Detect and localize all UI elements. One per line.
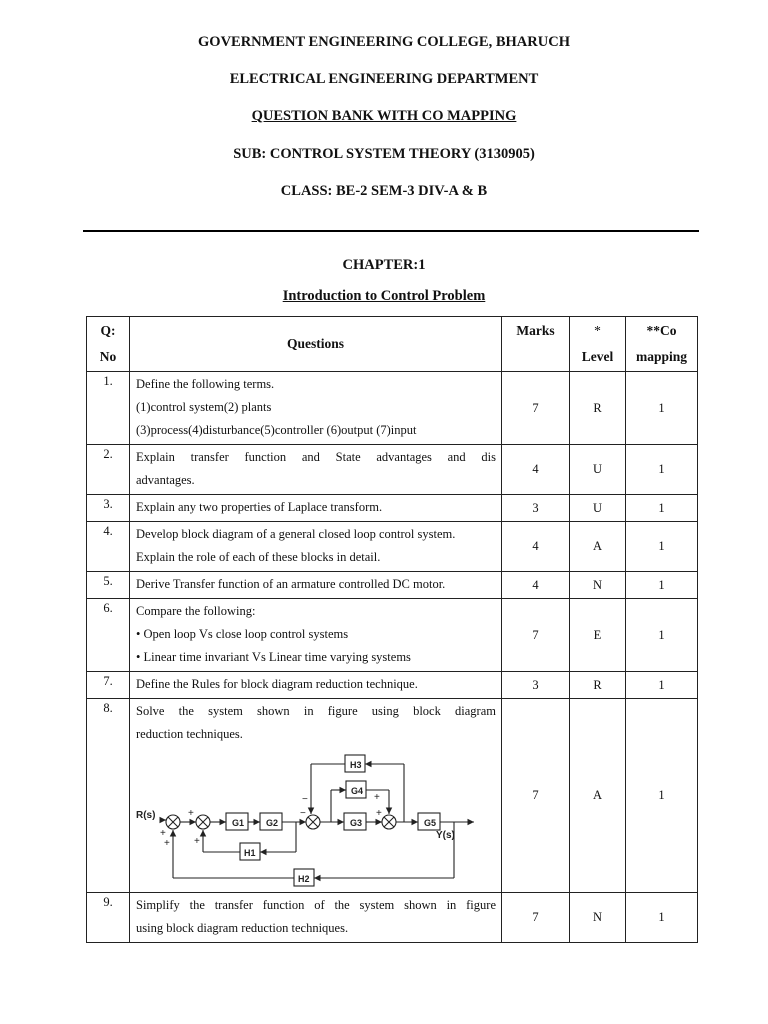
table-row <box>87 572 698 599</box>
question-level: U <box>570 445 626 495</box>
question-number: 4. <box>87 522 130 572</box>
question-level: A <box>570 699 626 893</box>
table-row <box>87 699 698 893</box>
question-co: 1 <box>626 445 698 495</box>
question-text: Derive Transfer function of an armature controlled DC motor. <box>130 572 502 599</box>
question-co: 1 <box>626 372 698 445</box>
svg-text:−: − <box>302 794 308 805</box>
question-marks: 4 <box>502 572 570 599</box>
subject-line: SUB: CONTROL SYSTEM THEORY (3130905) <box>233 146 535 162</box>
svg-text:G5: G5 <box>424 818 437 828</box>
question-text: Compare the following: • Open loop Vs close loop control systems • Linear time invariant Vs Linear time varying systems <box>130 599 502 672</box>
question-marks: 7 <box>502 893 570 943</box>
svg-text:+: + <box>194 836 200 847</box>
question-text: Explain any two properties of Laplace transform. <box>130 495 502 522</box>
question-number: 9. <box>87 893 130 943</box>
table-row <box>87 495 698 522</box>
header-marks: Marks <box>502 317 570 372</box>
question-co: 1 <box>626 522 698 572</box>
question-number: 8. <box>87 699 130 893</box>
class-line: CLASS: BE-2 SEM-3 DIV-A & B <box>280 183 488 199</box>
question-level: U <box>570 495 626 522</box>
question-marks: 7 <box>502 599 570 672</box>
svg-text:−: − <box>300 808 306 819</box>
document-title: QUESTION BANK WITH CO MAPPING <box>251 108 517 124</box>
question-text: Simplify the transfer function of the system shown in figure using block diagram reduction techniques. <box>130 893 502 943</box>
question-co: 1 <box>626 495 698 522</box>
header-level: * Level <box>570 317 626 372</box>
table-row <box>87 599 698 672</box>
chapter-number: CHAPTER:1 <box>342 257 426 273</box>
question-marks: 7 <box>502 699 570 893</box>
question-marks: 3 <box>502 672 570 699</box>
question-co: 1 <box>626 672 698 699</box>
question-text: Define the following terms. (1)control system(2) plants (3)process(4)disturbance(5)controller (6)output (7)input <box>130 372 502 445</box>
svg-text:G2: G2 <box>266 818 279 828</box>
svg-text:H2: H2 <box>298 874 310 884</box>
output-label: Y(s) <box>436 830 455 841</box>
question-level: R <box>570 372 626 445</box>
department-name: ELECTRICAL ENGINEERING DEPARTMENT <box>229 71 539 87</box>
college-name: GOVERNMENT ENGINEERING COLLEGE, BHARUCH <box>198 34 570 50</box>
table-row <box>87 522 698 572</box>
svg-text:+: + <box>188 808 194 819</box>
question-level: R <box>570 672 626 699</box>
question-level: N <box>570 572 626 599</box>
table-row <box>87 445 698 495</box>
header-questions: Questions <box>130 317 502 372</box>
question-marks: 3 <box>502 495 570 522</box>
question-number: 3. <box>87 495 130 522</box>
question-co: 1 <box>626 572 698 599</box>
svg-text:G4: G4 <box>351 786 364 796</box>
question-level: E <box>570 599 626 672</box>
question-table <box>86 316 698 943</box>
question-number: 6. <box>87 599 130 672</box>
svg-text:H1: H1 <box>244 848 256 858</box>
svg-text:+: + <box>376 808 382 819</box>
table-row <box>87 672 698 699</box>
question-level: A <box>570 522 626 572</box>
header-divider <box>83 230 699 232</box>
question-number: 2. <box>87 445 130 495</box>
question-co: 1 <box>626 699 698 893</box>
svg-text:+: + <box>374 792 380 803</box>
chapter-title: Introduction to Control Problem <box>282 288 486 304</box>
question-number: 7. <box>87 672 130 699</box>
question-marks: 7 <box>502 372 570 445</box>
table-header-row <box>87 317 698 372</box>
question-number: 1. <box>87 372 130 445</box>
header-co-mapping: **Co mapping <box>626 317 698 372</box>
question-marks: 4 <box>502 445 570 495</box>
question-text: Define the Rules for block diagram reduction technique. <box>130 672 502 699</box>
table-row <box>87 893 698 943</box>
block-diagram <box>136 750 481 890</box>
question-level: N <box>570 893 626 943</box>
header-qno: Q: No <box>87 317 130 372</box>
svg-text:H3: H3 <box>350 760 362 770</box>
svg-text:+: + <box>164 838 170 849</box>
question-text: Explain transfer function and State advantages and dis advantages. <box>130 445 502 495</box>
question-co: 1 <box>626 599 698 672</box>
question-text: Develop block diagram of a general closed loop control system. Explain the role of each of these blocks in detail. <box>130 522 502 572</box>
svg-text:G3: G3 <box>350 818 363 828</box>
svg-text:G1: G1 <box>232 818 245 828</box>
table-row <box>87 372 698 445</box>
question-number: 5. <box>87 572 130 599</box>
question-text: Solve the system shown in figure using block diagram reduction techniques. R(s) G1 G2 G3 G5 Y(s) G4 H3 H1 H2 + + + + − − + + <box>130 699 502 893</box>
svg-text:+: + <box>160 828 166 839</box>
question-co: 1 <box>626 893 698 943</box>
input-label: R(s) <box>136 810 156 821</box>
question-marks: 4 <box>502 522 570 572</box>
